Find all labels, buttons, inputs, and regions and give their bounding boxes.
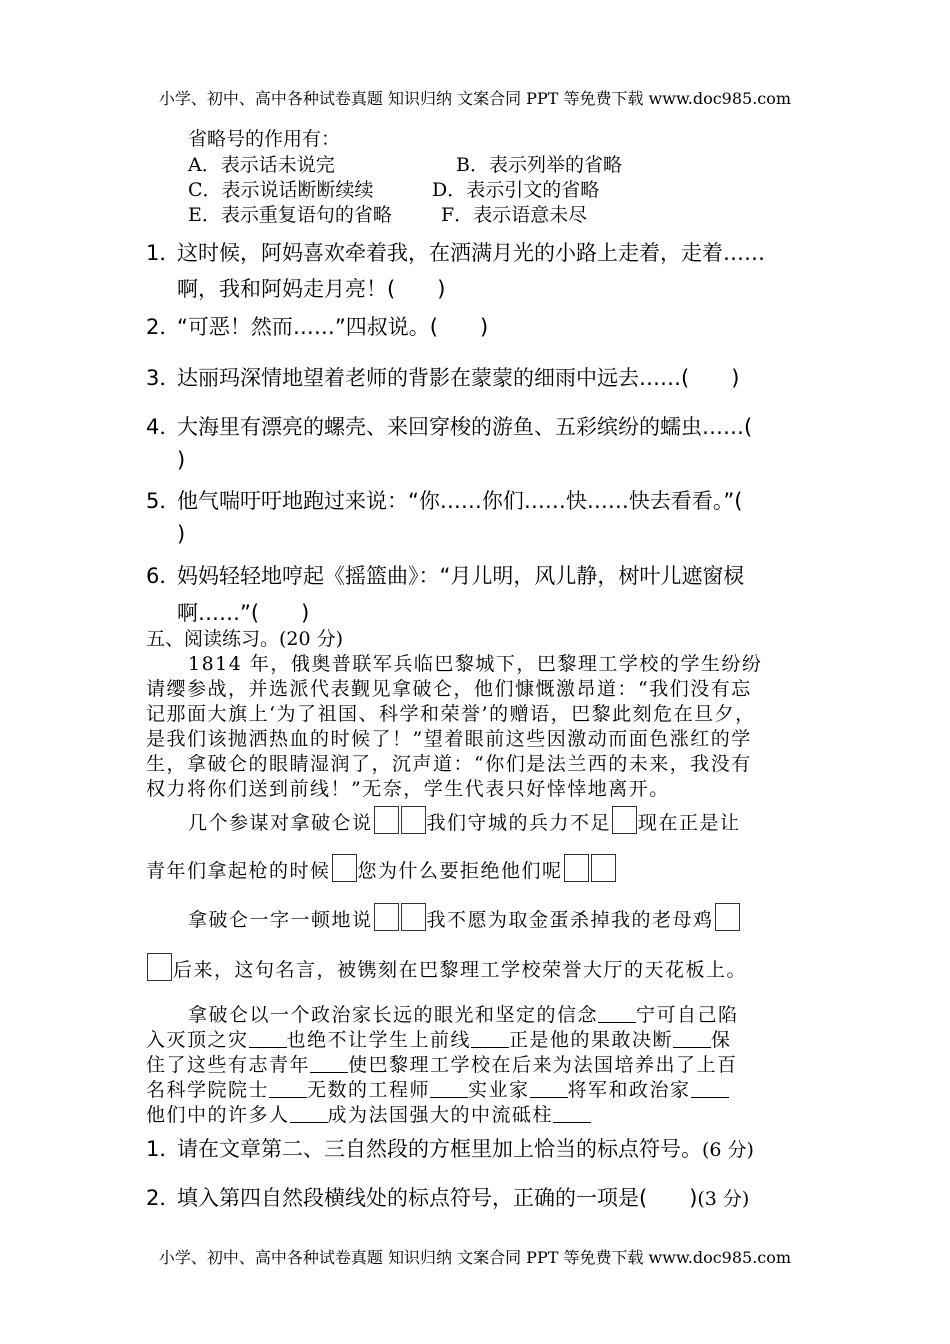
paragraph-line	[188, 903, 741, 932]
question-number: 3．	[146, 366, 181, 390]
question-body: 请在文章第二、三自然段的方框里加上恰当的标点符号。	[177, 1137, 702, 1161]
question-text: 大海里有漂亮的螺壳、来回穿梭的游鱼、五彩缤纷的蠕虫……(	[177, 415, 753, 439]
paragraph-line: 记那面大旗上‘为了祖国、科学和荣誉’的赠语，巴黎此刻危在旦夕，	[146, 703, 756, 725]
punctuation-blank[interactable]	[269, 1079, 307, 1098]
question-number: 4．	[146, 415, 181, 439]
punctuation-box[interactable]	[612, 806, 637, 834]
question-text: “可恶！然而……”四叔说。( )	[177, 315, 489, 339]
punctuation-box[interactable]	[401, 806, 426, 834]
paragraph-line: 生，拿破仑的眼睛湿润了，沉声道：“你们是法兰西的未来，我没有	[146, 753, 752, 775]
question-text: 妈妈轻轻地哼起《摇篮曲》：“月儿明，风儿静，树叶儿遮窗棂	[177, 564, 745, 588]
option-c: C．表示说话断断续续	[188, 179, 374, 201]
option-b: B．表示列举的省略	[456, 154, 622, 176]
question-number: 1．	[146, 1137, 181, 1161]
text-segment: 入灭顶之灾	[146, 1029, 249, 1051]
paragraph-line	[146, 1025, 732, 1052]
punctuation-blank[interactable]	[430, 1079, 468, 1098]
text-segment: 正是他的果敢决断	[509, 1029, 674, 1051]
punctuation-blank[interactable]	[673, 1029, 711, 1048]
question-text: 达丽玛深情地望着老师的背影在蒙蒙的细雨中远去……( )	[177, 366, 740, 390]
punctuation-box[interactable]	[374, 806, 399, 834]
question-score: (6 分)	[702, 1139, 754, 1161]
punctuation-blank[interactable]	[310, 1054, 348, 1073]
text-segment: 他们中的许多人	[146, 1104, 290, 1126]
question-text: )	[177, 522, 186, 546]
question-text: 啊，我和阿妈走月亮！( )	[177, 277, 446, 301]
paragraph-line	[146, 953, 747, 982]
question-number: 6．	[146, 564, 181, 588]
page-header: 小学、初中、高中各种试卷真题 知识归纳 文案合同 PPT 等免费下载 www.doc985.com	[158, 89, 792, 108]
text-segment: 拿破仑以一个政治家长远的眼光和坚定的信念	[188, 1004, 599, 1026]
question-number: 5．	[146, 489, 181, 513]
text-segment: 我们守城的兵力不足	[426, 812, 612, 834]
question-text	[177, 1133, 754, 1163]
text-segment: 也绝不让学生上前线	[286, 1029, 472, 1051]
paragraph-line	[188, 1000, 739, 1027]
text-segment: 宁可自己陷	[636, 1004, 739, 1026]
question-number: 1．	[146, 241, 181, 265]
question-score: (3 分)	[697, 1188, 750, 1210]
paragraph-line	[146, 1075, 729, 1102]
text-segment: 青年们拿起枪的时候	[146, 860, 331, 882]
paragraph-line	[146, 1100, 591, 1127]
option-d: D．表示引文的省略	[432, 179, 600, 201]
options-title: 省略号的作用有：	[188, 128, 341, 150]
paragraph-line: 请缨参战，并选派代表觐见拿破仑，他们慷慨激昂道：“我们没有忘	[146, 678, 752, 700]
text-segment: 无数的工程师	[307, 1079, 431, 1101]
punctuation-blank[interactable]	[290, 1104, 328, 1123]
option-f: F．表示语意未尽	[441, 204, 588, 226]
punctuation-box[interactable]	[591, 854, 616, 882]
text-segment: 实业家	[468, 1079, 530, 1101]
text-segment: 将军和政治家	[567, 1079, 691, 1101]
text-segment: 保	[711, 1029, 732, 1051]
paragraph-line: 权力将你们送到前线！”无奈，学生代表只好悻悻地离开。	[146, 778, 670, 800]
text-segment: 拿破仑一字一顿地说	[188, 909, 373, 931]
punctuation-box[interactable]	[715, 903, 740, 931]
punctuation-blank[interactable]	[598, 1004, 636, 1023]
question-text: )	[177, 448, 186, 472]
punctuation-box[interactable]	[332, 854, 357, 882]
text-segment: 您为什么要拒绝他们呢	[357, 860, 563, 882]
text-segment: 我不愿为取金蛋杀掉我的老母鸡	[426, 909, 714, 931]
paragraph-line: 1814 年，俄奥普联军兵临巴黎城下，巴黎理工学校的学生纷纷	[188, 653, 763, 675]
option-a: A．表示话未说完	[188, 154, 335, 176]
punctuation-box[interactable]	[374, 903, 399, 931]
page-footer: 小学、初中、高中各种试卷真题 知识归纳 文案合同 PPT 等免费下载 www.doc985.com	[158, 1248, 792, 1267]
option-e: E．表示重复语句的省略	[188, 204, 392, 226]
text-segment: 后来，这句名言，被镌刻在巴黎理工学校荣誉大厅的天花板上。	[173, 959, 748, 981]
question-text	[177, 1182, 749, 1212]
punctuation-blank[interactable]	[249, 1029, 287, 1048]
section-title: 五、阅读练习。(20 分)	[146, 628, 344, 650]
punctuation-box[interactable]	[147, 953, 172, 981]
text-segment: 名科学院院士	[146, 1079, 270, 1101]
paragraph-line: 是我们该抛洒热血的时候了！”望着眼前这些因激动而面色涨红的学	[146, 728, 752, 750]
paragraph-line	[146, 1050, 738, 1077]
punctuation-blank[interactable]	[530, 1079, 568, 1098]
question-number: 2．	[146, 1186, 181, 1210]
punctuation-blank[interactable]	[691, 1079, 729, 1098]
question-text: 他气喘吁吁地跑过来说：“你……你们……快……快去看看。”(	[177, 489, 743, 513]
punctuation-box[interactable]	[564, 854, 589, 882]
question-number: 2．	[146, 315, 181, 339]
text-segment: 现在正是让	[638, 812, 741, 834]
punctuation-box[interactable]	[401, 903, 426, 931]
text-segment: 几个参谋对拿破仑说	[188, 812, 373, 834]
question-text: 啊……”( )	[177, 601, 310, 625]
question-body: 填入第四自然段横线处的标点符号，正确的一项是( )	[177, 1186, 698, 1210]
punctuation-blank[interactable]	[553, 1104, 591, 1123]
text-segment: 使巴黎理工学校在后来为法国培养出了上百	[348, 1054, 738, 1076]
question-text: 这时候，阿妈喜欢牵着我，在洒满月光的小路上走着，走着……	[177, 241, 765, 265]
text-segment: 成为法国强大的中流砥柱	[327, 1104, 554, 1126]
text-segment: 住了这些有志青年	[146, 1054, 311, 1076]
paragraph-line	[188, 806, 741, 835]
paragraph-line	[146, 854, 617, 883]
punctuation-blank[interactable]	[471, 1029, 509, 1048]
